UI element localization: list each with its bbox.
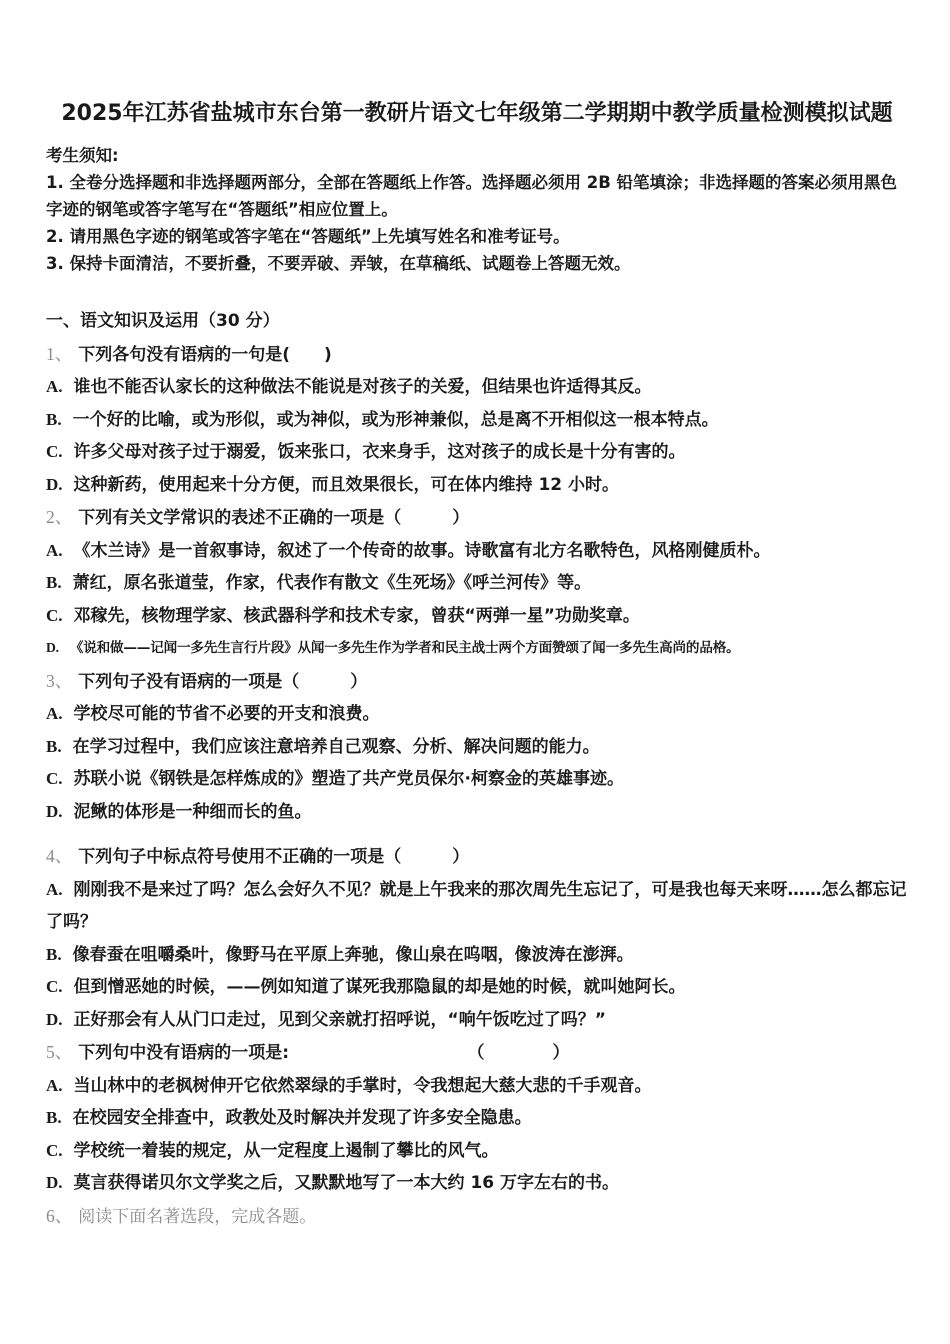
question-3-number: 3、 [46, 670, 73, 691]
paper-title: 2025年江苏省盐城市东台第一教研片语文七年级第二学期期中教学质量检测模拟试题 [61, 101, 893, 126]
option-text: 《木兰诗》是一首叙事诗，叙述了一个传奇的故事。诗歌富有北方名歌特色，风格刚健质朴。 [73, 540, 771, 561]
option-text: 苏联小说《钢铁是怎样炼成的》塑造了共产党员保尔·柯察金的英雄事迹。 [73, 769, 624, 789]
notice-heading: 考生须知: [46, 145, 119, 165]
question-5 [46, 1036, 908, 1200]
question-5-stem: 下列句中没有语病的一项是: （ ） [78, 1043, 570, 1063]
question-3-option-c [46, 763, 908, 796]
question-1-stem: 下列各句没有语病的一句是( ) [78, 344, 332, 365]
option-text: 一个好的比喻，或为形似，或为神似，或为形神兼似，总是离不开相似这一根本特点。 [72, 409, 719, 430]
option-label: C. [46, 1140, 63, 1160]
option-text: 萧红，原名张道莹，作家，代表作有散文《生死场》《呼兰河传》等。 [72, 573, 592, 593]
option-label: D. [46, 801, 63, 821]
question-2-number: 2、 [46, 507, 73, 527]
section-heading: 一、语文知识及运用（30 分） [46, 310, 280, 331]
option-text: 在学习过程中，我们应该注意培养自己观察、分析、解决问题的能力。 [72, 736, 600, 757]
question-3-option-d [46, 796, 908, 829]
option-label: D. [46, 474, 63, 494]
option-label: A. [46, 377, 63, 396]
option-label: B. [46, 573, 62, 592]
option-text: 谁也不能否认家长的这种做法不能说是对孩子的关爱，但结果也许适得其反。 [73, 377, 652, 397]
question-4-number: 4、 [46, 846, 73, 866]
option-label: B. [46, 944, 62, 964]
notice-item-3: 3. 保持卡面清洁，不要折叠，不要弄破、弄皱，在草稿纸、试题卷上答题无效。 [46, 253, 631, 273]
question-3 [46, 665, 908, 829]
notice-item-1: 1. 全卷分选择题和非选择题两部分，全部在答题纸上作答。选择题必须用 2B 铅笔填涂；非选择题的答案必须用黑色字迹的钢笔或答字笔写在“答题纸”相应位置上。 [46, 172, 898, 219]
option-label: D. [46, 1173, 63, 1192]
question-1-option-d [46, 469, 908, 502]
option-text: 但到憎恶她的时候，——例如知道了谋死我那隐鼠的却是她的时候，就叫她阿长。 [73, 977, 686, 997]
question-3-stem: 下列句子没有语病的一项是（ ） [78, 671, 368, 692]
option-text: 泥鳅的体形是一种细而长的鱼。 [73, 801, 312, 822]
question-1-option-c [46, 436, 908, 469]
question-6-stem: 阅读下面名著选段，完成各题。 [78, 1206, 317, 1227]
question-1-option-a [46, 371, 908, 404]
question-5-option-b [46, 1102, 908, 1135]
notice-section [46, 142, 908, 277]
notice-item-2: 2. 请用黑色字迹的钢笔或答字笔在“答题纸”上先填写姓名和准考证号。 [46, 226, 570, 246]
question-5-option-a [46, 1070, 908, 1103]
question-1-option-b [46, 404, 908, 437]
option-text: 学校尽可能的节省不必要的开支和浪费。 [73, 704, 380, 724]
option-label: C. [46, 442, 63, 461]
question-1 [46, 338, 908, 502]
option-text: 莫言获得诺贝尔文学奖之后，又默默地写了一本大约 16 万字左右的书。 [73, 1173, 620, 1193]
question-3-option-a [46, 698, 908, 731]
question-4-option-d [46, 1004, 908, 1037]
question-5-option-c [46, 1135, 908, 1168]
option-text: 正好那会有人从门口走过，见到父亲就打招呼说，“响午饭吃过了吗？” [73, 1009, 606, 1030]
option-label: D. [46, 640, 59, 655]
question-4 [46, 840, 908, 1036]
option-label: C. [46, 977, 63, 996]
question-2-stem: 下列有关文学常识的表述不正确的一项是（ ） [78, 508, 470, 528]
question-3-option-b [46, 731, 908, 764]
question-5-number: 5、 [46, 1042, 73, 1062]
question-5-option-d [46, 1167, 908, 1200]
option-label: C. [46, 605, 63, 625]
question-1-number: 1、 [46, 343, 73, 364]
option-text: 许多父母对孩子过于溺爱，饭来张口，衣来身手，这对孩子的成长是十分有害的。 [73, 442, 686, 462]
option-text: 在校园安全排查中，政教处及时解决并发现了许多安全隐患。 [72, 1108, 532, 1128]
option-text: 刚刚我不是来过了吗？怎么会好久不见？就是上午我来的那次周先生忘记了，可是我也每天来呀……怎么都忘记了吗？ [46, 879, 907, 932]
question-4-option-a [46, 874, 908, 939]
option-text: 像春蚕在咀嚼桑叶，像野马在平原上奔驰，像山泉在呜咽，像波涛在澎湃。 [72, 944, 634, 965]
option-label: A. [46, 1075, 63, 1095]
question-2-option-c [46, 600, 908, 633]
question-2-option-a [46, 535, 908, 568]
question-4-stem: 下列句子中标点符号使用不正确的一项是（ ） [78, 847, 470, 867]
question-6-stem-line [46, 1200, 908, 1234]
question-6-number: 6、 [46, 1205, 73, 1226]
option-label: A. [46, 540, 63, 560]
option-label: B. [46, 409, 62, 429]
question-4-option-c [46, 971, 908, 1004]
question-2 [46, 501, 908, 665]
question-2-option-d [46, 632, 908, 665]
question-4-option-b [46, 939, 908, 972]
option-text: 《说和做——记闻一多先生言行片段》从闻一多先生作为学者和民主战士两个方面赞颂了闻一多先生高尚的品格。 [69, 640, 740, 656]
question-2-stem-line [46, 501, 908, 535]
question-2-option-b [46, 567, 908, 600]
question-5-stem-line [46, 1036, 908, 1070]
option-label: A. [46, 879, 63, 899]
question-4-stem-line [46, 840, 908, 874]
option-text: 邓稼先，核物理学家、核武器科学和技术专家，曾获“两弹一星”功勋奖章。 [73, 605, 640, 626]
option-text: 当山林中的老枫树伸开它依然翠绿的手掌时，令我想起大慈大悲的千手观音。 [73, 1075, 652, 1096]
option-label: D. [46, 1009, 63, 1029]
option-label: C. [46, 769, 63, 788]
option-label: A. [46, 704, 63, 723]
option-label: B. [46, 1108, 62, 1127]
question-3-stem-line [46, 665, 908, 699]
option-label: B. [46, 736, 62, 756]
option-text: 这种新药，使用起来十分方便，而且效果很长，可在体内维持 12 小时。 [73, 474, 620, 495]
question-1-stem-line [46, 338, 908, 372]
question-6 [46, 1200, 908, 1234]
option-text: 学校统一着装的规定，从一定程度上遏制了攀比的风气。 [73, 1140, 499, 1161]
